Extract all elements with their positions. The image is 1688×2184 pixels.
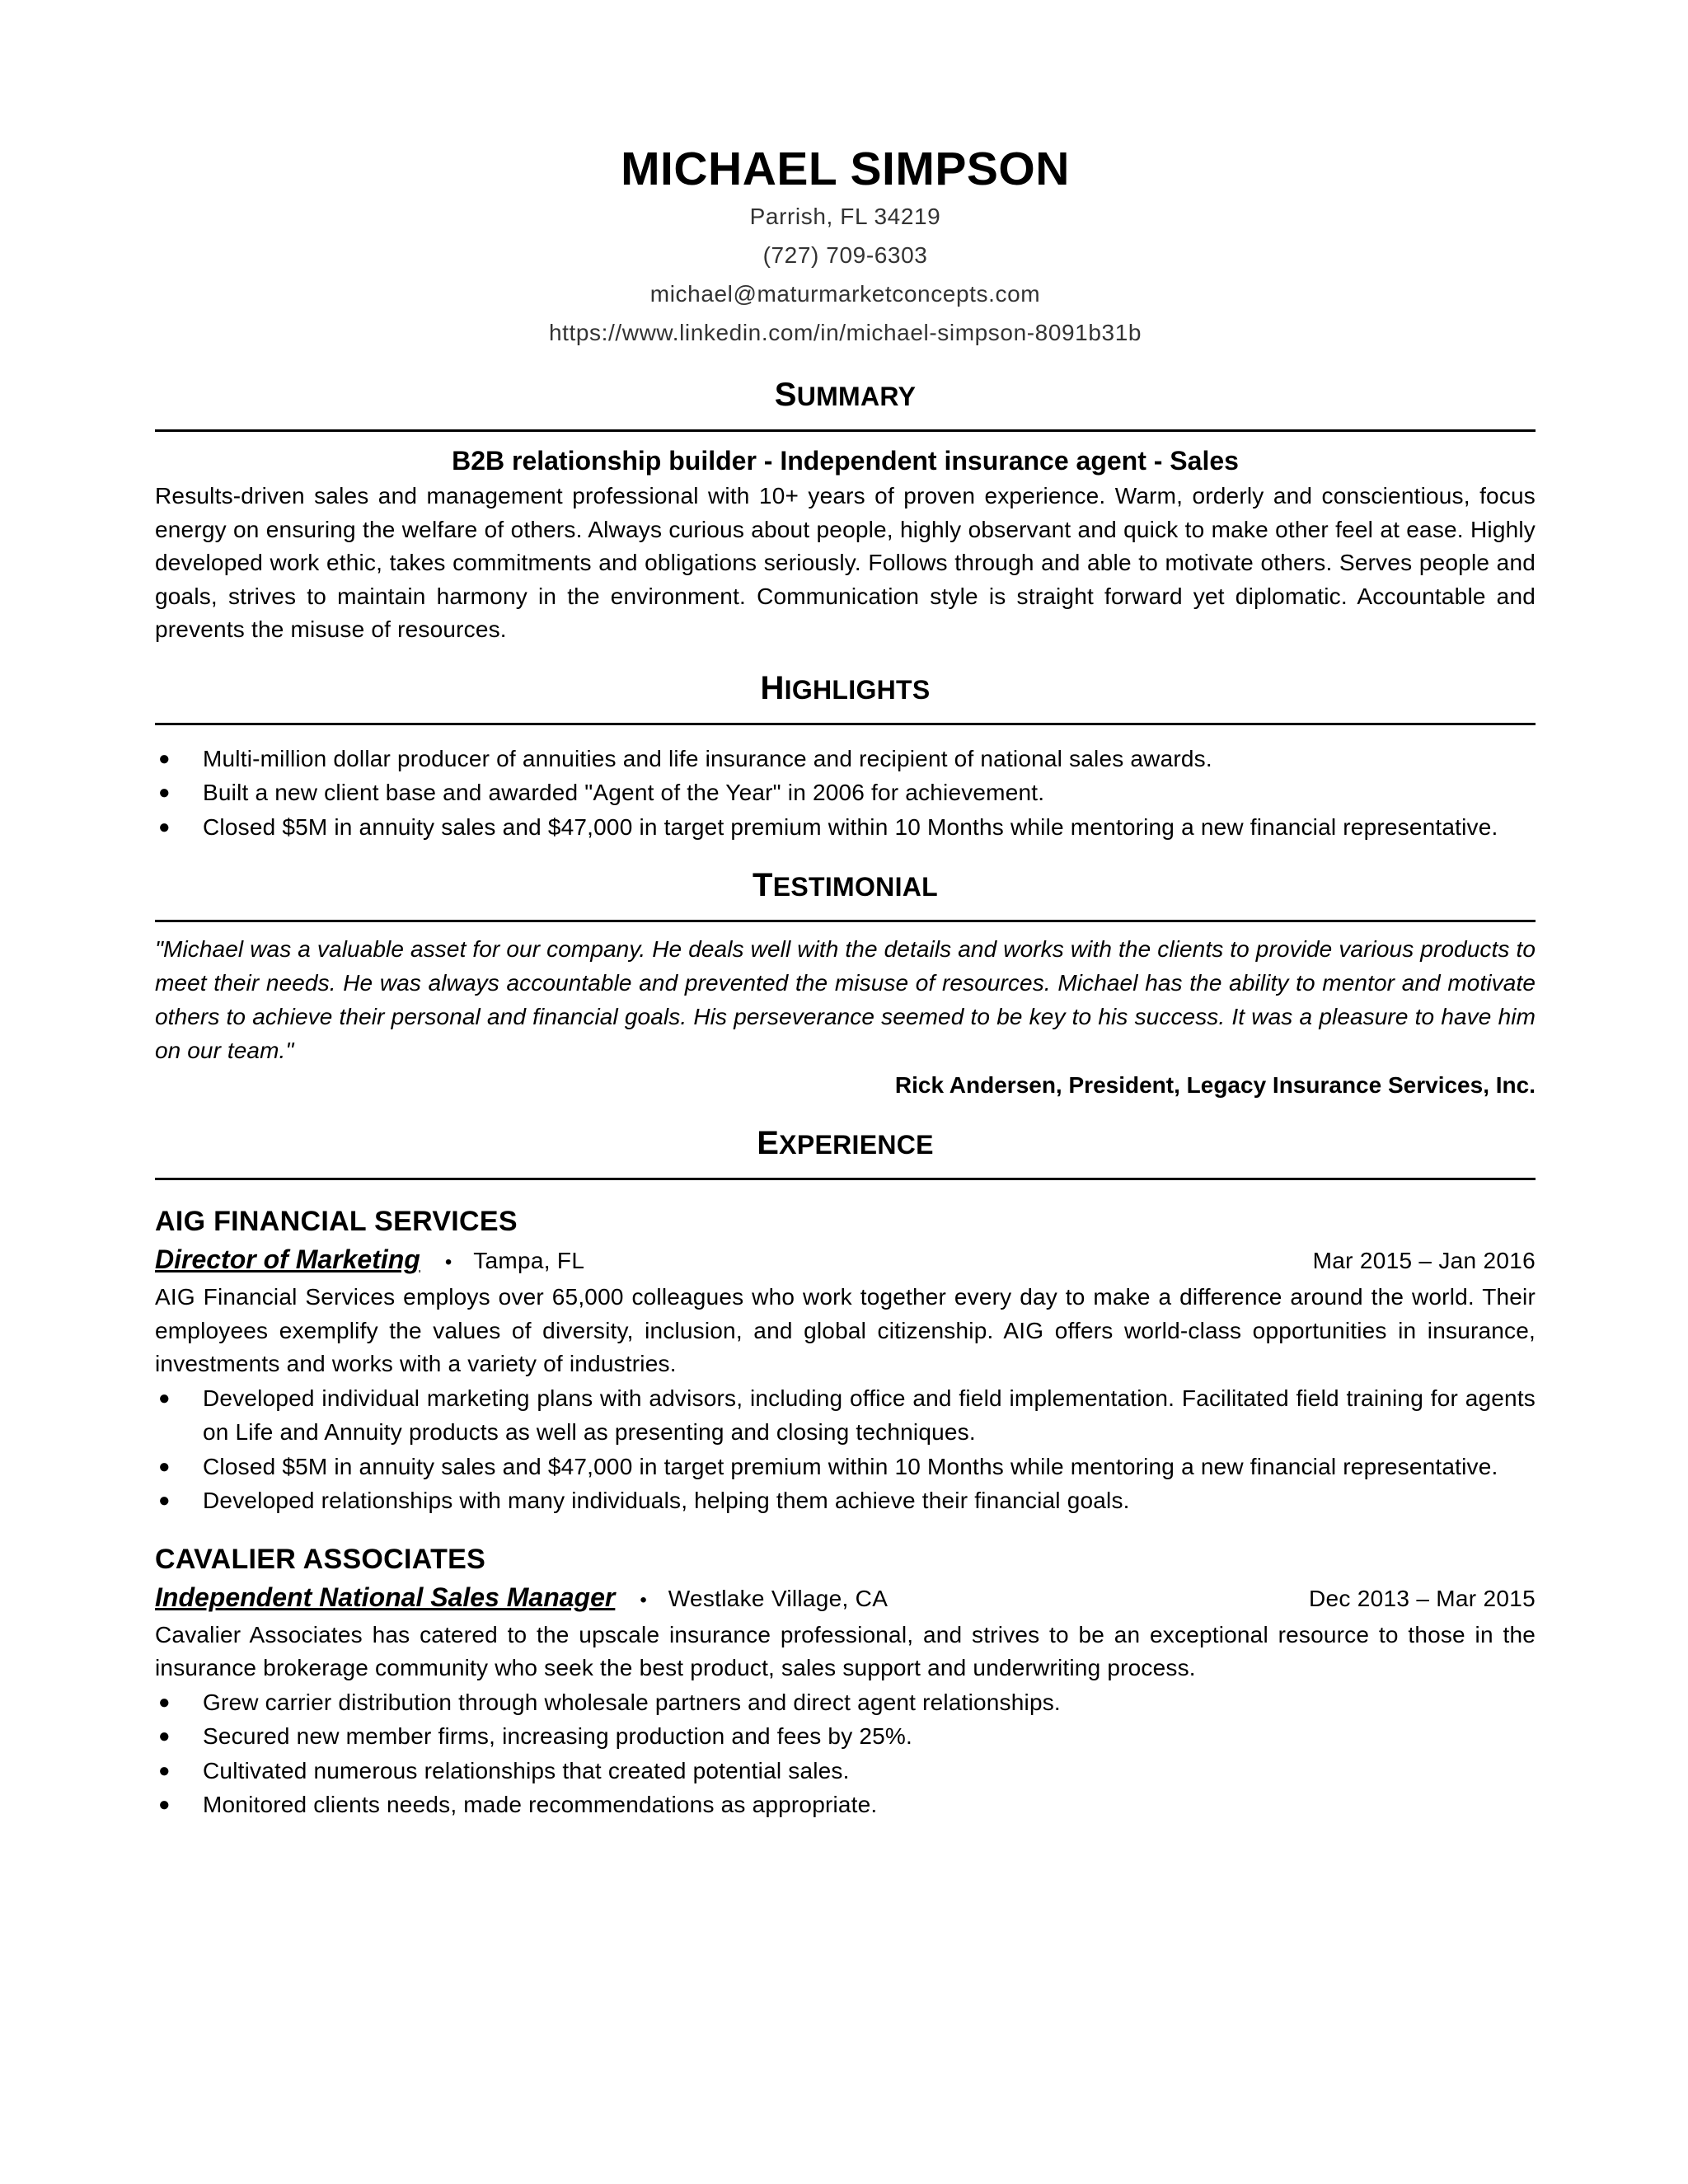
list-item: ● Developed individual marketing plans with advisors, including office and field implementation. Facilitated field training for agents on Life and Annuity products as well as presenting and closing techniques. (155, 1381, 1536, 1450)
section-divider (155, 723, 1536, 725)
contact-address: Parrish, FL 34219 (749, 204, 941, 229)
role-line (155, 1241, 1536, 1281)
bullet-icon: ● (158, 815, 171, 838)
contact-email: michael@maturmarketconcepts.com (649, 281, 1041, 307)
list-item: ● Grew carrier distribution through wholesale partners and direct agent relationships. (155, 1685, 1536, 1720)
responsibilities-list (155, 1381, 1536, 1518)
testimonial-title-rest: ESTIMONIAL (772, 872, 939, 902)
list-item: ● Multi-million dollar producer of annuities and life insurance and recipient of national sales awards. (155, 742, 1536, 776)
company-name: CAVALIER ASSOCIATES (155, 1543, 486, 1575)
list-item: ● Cultivated numerous relationships that created potential sales. (155, 1754, 1536, 1788)
testimonial-title-initial: T (752, 867, 773, 903)
experience-title-rest: XPERIENCE (779, 1130, 934, 1160)
summary-text: Results-driven sales and management professional with 10+ years of proven experience. Warm, orderly and conscientious, focus energy on ensuring the welfare of others. Always curious about people, highly observant and quick to make other feel at ease. Highly developed work ethic, takes commitments and obligations seriously. Follows through and able to motivate others. Serves people and goals, strives to maintain harmony in the environment. Communication style is straight forward yet diplomatic. Accountable and prevents the misuse of resources. (155, 483, 1536, 642)
bullet-icon: ● (158, 1690, 171, 1713)
role-left (155, 1579, 888, 1619)
experience-title-initial: E (757, 1125, 780, 1161)
summary-title-rest: UMMARY (796, 382, 917, 411)
bullet-icon: ● (158, 1725, 171, 1747)
bullet-icon: ● (158, 1759, 171, 1782)
section-title-summary (155, 373, 1536, 418)
role-left (155, 1241, 584, 1281)
section-divider (155, 429, 1536, 432)
bullet-icon: ● (158, 1455, 171, 1478)
company-name: AIG FINANCIAL SERVICES (155, 1206, 518, 1237)
section-title-highlights (155, 667, 1536, 711)
list-item: ● Developed relationships with many individuals, helping them achieve their financial goals. (155, 1483, 1536, 1518)
contact-phone: (727) 709-6303 (762, 242, 928, 268)
role-title: Director of Marketing (155, 1244, 420, 1274)
separator-bullet-icon: • (640, 1588, 647, 1611)
experience-entry (155, 1202, 1536, 1518)
summary-subheading: B2B relationship builder - Independent insurance agent - Sales (452, 446, 1239, 476)
role-location: Tampa, FL (473, 1248, 585, 1273)
highlights-list (155, 742, 1536, 845)
candidate-name: MICHAEL SIMPSON (621, 143, 1070, 195)
role-location: Westlake Village, CA (668, 1585, 889, 1611)
list-item: ● Closed $5M in annuity sales and $47,000 in target premium within 10 Months while mentoring a new financial representative. (155, 810, 1536, 845)
section-title-testimonial (155, 864, 1536, 908)
list-item: ● Closed $5M in annuity sales and $47,000 in target premium within 10 Months while mentoring a new financial representative. (155, 1450, 1536, 1484)
company-description: AIG Financial Services employs over 65,000 colleagues who work together every day to make a difference around the world. Their employees exemplify the values of diversity, inclusion, and global citizenship. AIG offers world-class opportunities in insurance, investments and works with a variety of industries. (155, 1284, 1536, 1376)
list-item: ● Built a new client base and awarded "Agent of the Year" in 2006 for achievement. (155, 776, 1536, 810)
list-item: ● Monitored clients needs, made recommendations as appropriate. (155, 1788, 1536, 1822)
role-dates: Mar 2015 – Jan 2016 (1312, 1248, 1536, 1273)
experience-entry (155, 1540, 1536, 1822)
role-dates: Dec 2013 – Mar 2015 (1309, 1585, 1536, 1611)
section-divider (155, 920, 1536, 922)
list-item: ● Secured new member firms, increasing production and fees by 25%. (155, 1719, 1536, 1754)
highlights-title-initial: H (760, 669, 785, 706)
testimonial-attribution: Rick Andersen, President, Legacy Insurance Services, Inc. (894, 1072, 1536, 1098)
responsibilities-list (155, 1685, 1536, 1822)
bullet-icon: ● (158, 781, 171, 804)
summary-title-initial: S (774, 377, 797, 413)
bullet-icon: ● (158, 1793, 171, 1816)
separator-bullet-icon: • (444, 1251, 452, 1273)
highlights-title-rest: IGHLIGHTS (784, 674, 931, 705)
contact-linkedin: https://www.linkedin.com/in/michael-simpson-8091b31b (548, 320, 1142, 345)
section-title-experience (155, 1122, 1536, 1166)
bullet-icon: ● (158, 1386, 171, 1409)
bullet-icon: ● (158, 747, 171, 770)
testimonial-quote: "Michael was a valuable asset for our company. He deals well with the details and works with the clients to provide various products to meet their needs. He was always accountable and prevented the misuse of resources. Michael has the ability to mentor and motivate others to achieve their personal and financial goals. His perseverance seemed to be key to his success. It was a pleasure to have him on our team." (155, 936, 1536, 1063)
role-title: Independent National Sales Manager (155, 1582, 616, 1612)
section-divider (155, 1178, 1536, 1180)
bullet-icon: ● (158, 1489, 171, 1511)
company-description: Cavalier Associates has catered to the upscale insurance professional, and strives to be an exceptional resource to those in the insurance brokerage community who seek the best product, sales support and underwriting process. (155, 1621, 1536, 1680)
role-line (155, 1579, 1536, 1619)
